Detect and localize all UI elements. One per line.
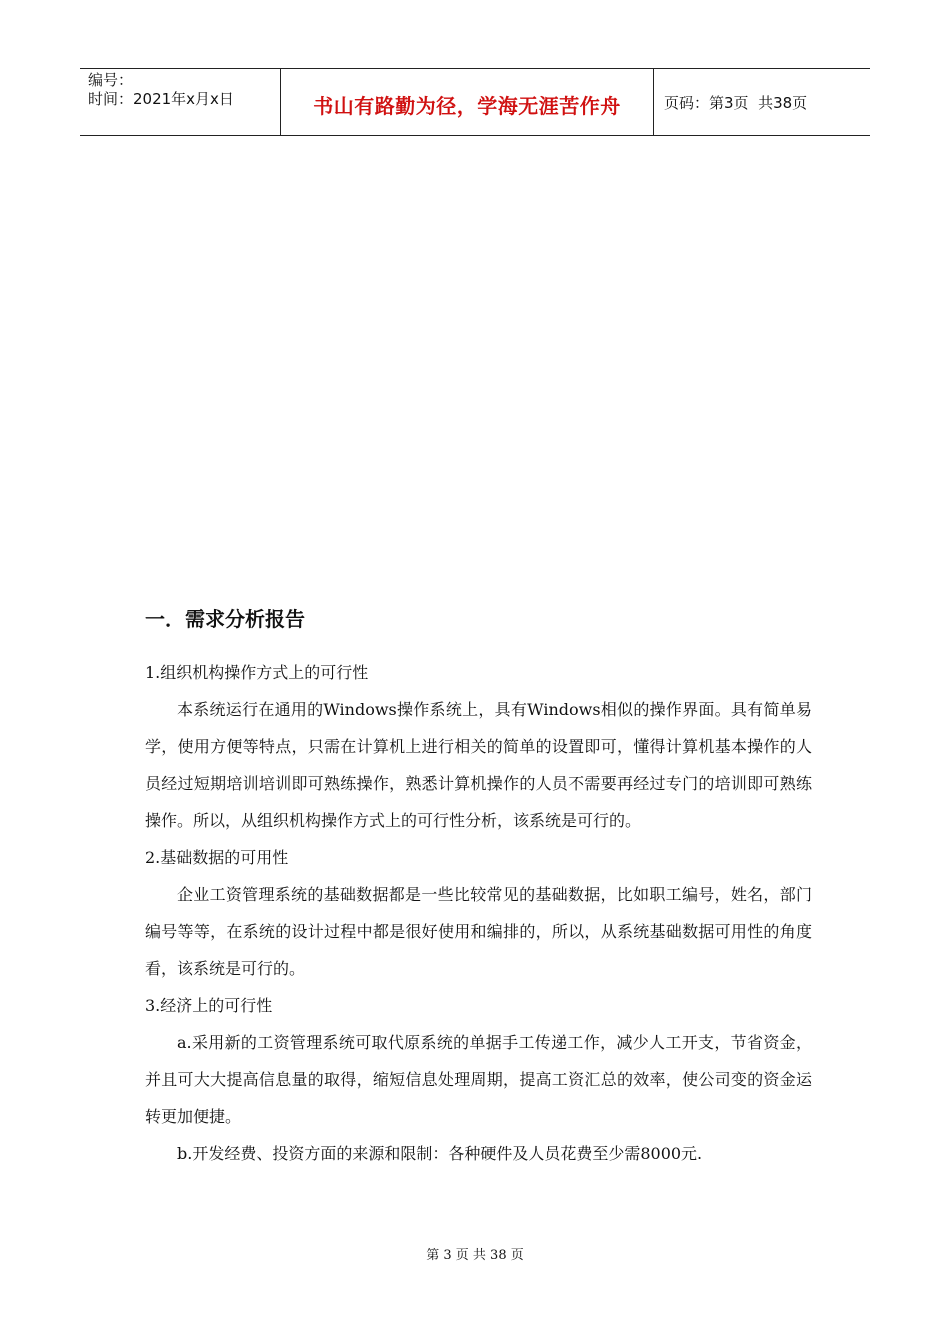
subsection-2 [145, 839, 825, 987]
header-motto-cell [281, 69, 654, 135]
page-header [80, 68, 870, 136]
paragraph: 本系统运行在通用的Windows操作系统上，具有Windows相似的操作界面。具有简单易学，使用方便等特点，只需在计算机上进行相关的简单的设置即可，懂得计算机基本操作的人员经过短期培训培训即可熟练操作，熟悉计算机操作的人员不需要再经过专门的培训即可熟练操作。所以，从组织机构操作方式上的可行性分析，该系统是可行的。 [145, 700, 812, 830]
header-meta-cell [80, 69, 281, 135]
header-page-info: 页码：第3页 共38页 [664, 93, 808, 112]
subsection-heading: 1.组织机构操作方式上的可行性 [145, 663, 369, 682]
header-page-cell [654, 69, 870, 135]
document-date-label: 时间：2021年x月x日 [88, 90, 234, 108]
document-number-label: 编号： [88, 71, 134, 89]
paragraph: 企业工资管理系统的基础数据都是一些比较常见的基础数据，比如职工编号，姓名，部门编号等等，在系统的设计过程中都是很好使用和编排的，所以，从系统基础数据可用性的角度看，该系统是可行的。 [145, 885, 812, 978]
header-motto: 书山有路勤为径，学海无涯苦作舟 [313, 93, 621, 118]
subsection-heading: 2.基础数据的可用性 [145, 848, 289, 867]
subsection-1 [145, 654, 825, 839]
subsection-heading: 3.经济上的可行性 [145, 996, 273, 1015]
paragraph: b.开发经费、投资方面的来源和限制：各种硬件及人员花费至少需8000元. [177, 1144, 703, 1163]
subsection-3 [145, 987, 825, 1172]
document-body [145, 604, 825, 1172]
paragraph: a.采用新的工资管理系统可取代原系统的单据手工传递工作，减少人工开支，节省资金，并且可大大提高信息量的取得，缩短信息处理周期，提高工资汇总的效率，使公司变的资金运转更加便捷。 [145, 1033, 812, 1126]
section-title: 一．需求分析报告 [145, 607, 305, 631]
page-footer: 第 3 页 共 38 页 [426, 1248, 524, 1263]
